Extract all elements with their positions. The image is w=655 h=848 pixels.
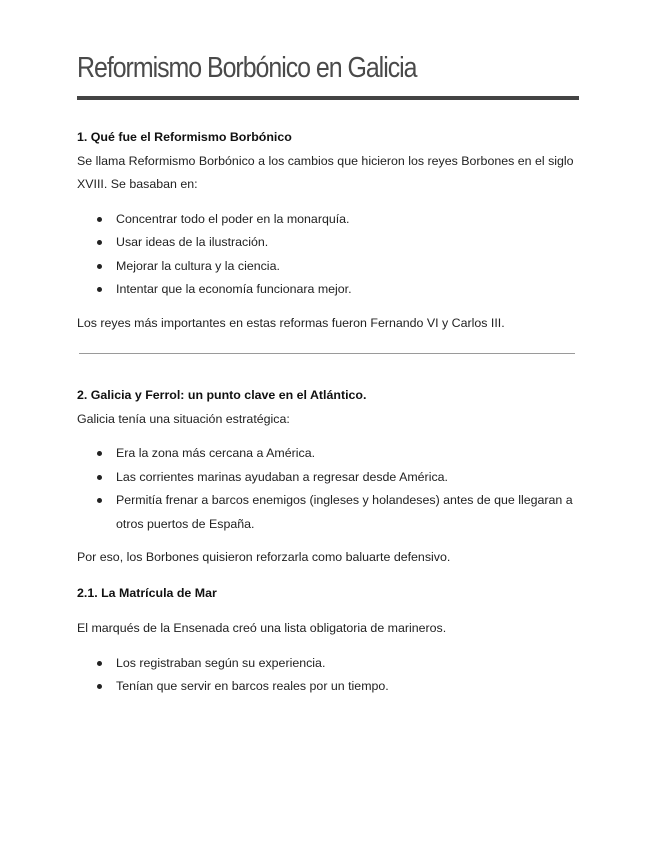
document-body bbox=[77, 126, 579, 709]
list-item: Las corrientes marinas ayudaban a regresar desde América. bbox=[77, 466, 579, 490]
bullet-icon bbox=[97, 451, 102, 456]
bullet-icon bbox=[97, 684, 102, 689]
section-2-1-list bbox=[77, 652, 579, 699]
section-1 bbox=[77, 126, 579, 335]
bullet-icon bbox=[97, 475, 102, 480]
horizontal-divider bbox=[79, 353, 575, 354]
bullet-icon bbox=[97, 217, 102, 222]
bullet-icon bbox=[97, 264, 102, 269]
spacer bbox=[77, 605, 579, 617]
list-item: Usar ideas de la ilustración. bbox=[77, 231, 579, 255]
document-title: Reformismo Borbónico en Galicia bbox=[77, 52, 417, 84]
list-item: Los registraban según su experiencia. bbox=[77, 652, 579, 676]
bullet-icon bbox=[97, 287, 102, 292]
section-1-closing: Los reyes más importantes en estas reformas fueron Fernando VI y Carlos III. bbox=[77, 315, 505, 330]
section-1-list bbox=[77, 208, 579, 302]
section-2-1-heading: 2.1. La Matrícula de Mar bbox=[77, 585, 217, 600]
bullet-icon bbox=[97, 661, 102, 666]
section-2-heading: 2. Galicia y Ferrol: un punto clave en el Atlántico. bbox=[77, 388, 367, 402]
list-item: Permitía frenar a barcos enemigos (ingleses y holandeses) antes de que llegaran a otros puertos de España. bbox=[77, 489, 579, 536]
section-2-1 bbox=[77, 582, 579, 699]
section-1-intro: Se llama Reformismo Borbónico a los cambios que hicieron los reyes Borbones en el siglo XVIII. Se basaban en: bbox=[77, 153, 574, 191]
bullet-icon bbox=[97, 240, 102, 245]
list-item: Tenían que servir en barcos reales por un tiempo. bbox=[77, 675, 579, 699]
list-item: Intentar que la economía funcionara mejor. bbox=[77, 278, 579, 302]
section-2-intro: Galicia tenía una situación estratégica: bbox=[77, 411, 290, 426]
section-2-list bbox=[77, 442, 579, 536]
section-2-1-intro: El marqués de la Ensenada creó una lista obligatoria de marineros. bbox=[77, 621, 447, 635]
section-2-closing: Por eso, los Borbones quisieron reforzarla como baluarte defensivo. bbox=[77, 550, 451, 564]
list-item: Mejorar la cultura y la ciencia. bbox=[77, 255, 579, 279]
section-2 bbox=[77, 384, 579, 570]
title-underline bbox=[77, 96, 579, 100]
spacer bbox=[77, 570, 579, 582]
list-item: Era la zona más cercana a América. bbox=[77, 442, 579, 466]
section-1-heading: 1. Qué fue el Reformismo Borbónico bbox=[77, 130, 292, 144]
bullet-icon bbox=[97, 498, 102, 503]
list-item: Concentrar todo el poder en la monarquía. bbox=[77, 208, 579, 232]
